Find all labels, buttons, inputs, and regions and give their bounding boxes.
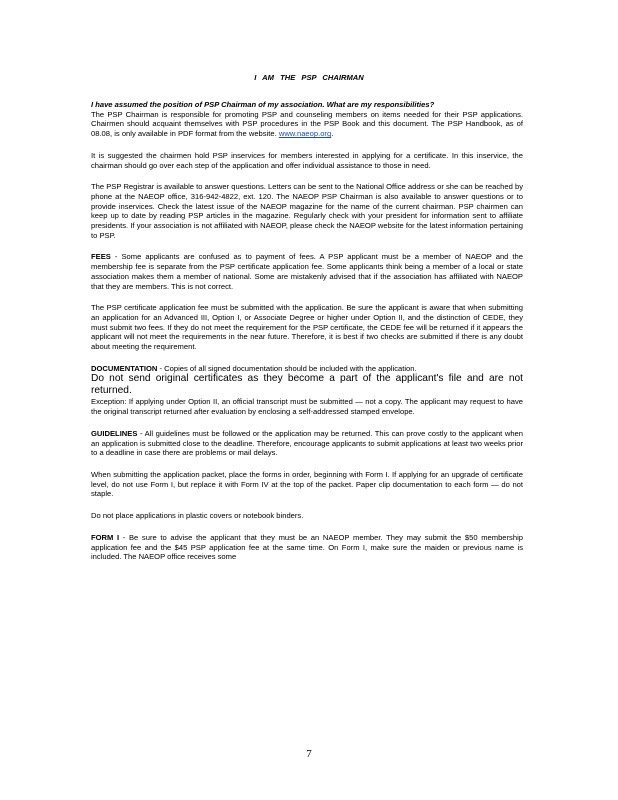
paragraph-documentation bbox=[91, 364, 523, 417]
guidelines-heading: GUIDELINES bbox=[91, 428, 138, 438]
paragraph-chairman-text: The PSP Chairman is responsible for promoting PSP and counseling members on items needed for their PSP applications. Chairmen should acquaint themselves with PSP procedures in the PSP Book and this document. The PSP Handbook, as of 08.08, is only available in PDF format from the website. bbox=[91, 109, 523, 139]
paragraph-guidelines bbox=[91, 429, 523, 458]
page-number: 7 bbox=[306, 748, 312, 760]
page-title: I AM THE PSP CHAIRMAN bbox=[254, 73, 364, 82]
paragraph-registrar: The PSP Registrar is available to answer questions. Letters can be sent to the National Office address or she can be reached by phone at the NAEOP office, 316-942-4822, ext. 120. The NAEOP PSP Chairman is also available to answer questions or to provide inservices. Check the latest issue of the NAEOP magazine for the name of the current chairman. PSP chairmen can keep up to date by reading PSP articles in the magazine. Regularly check with your president for information sent to affiliate presidents. If your association is not affiliated with NAEOP, please check the NAEOP website for the latest information pertaining to PSP. bbox=[91, 182, 523, 240]
website-link[interactable]: www.naeop.org bbox=[278, 129, 332, 139]
paragraph-inservice: It is suggested the chairmen hold PSP inservices for members interested in applying for a certificate. In this inservice, the chairman should go over each step of the application and offer individual assistance to those in need. bbox=[91, 150, 523, 170]
paragraph-packet-order: When submitting the application packet, place the forms in order, beginning with Form I. If applying for an upgrade of certificate level, do not use Form I, but replace it with Form IV at the top of the packet. Paper clip documentation to each form — do not staple. bbox=[91, 469, 523, 499]
document-body bbox=[91, 100, 523, 574]
documentation-exception: Exception: If applying under Option II, an official transcript must be submitted — not a copy. The applicant may request to have the original transcript returned after evaluation by enclosing a self-addressed stamped envelope. bbox=[91, 397, 523, 417]
form-i-text: - Be sure to advise the applicant that they must be an NAEOP member. They may submit the $50 membership application fee and the $45 PSP application fee at the same time. On Form I, make sure the maiden or previous name is included. The NAEOP office receives some bbox=[91, 532, 523, 562]
form-i-heading: FORM I bbox=[91, 532, 120, 542]
guidelines-text: - All guidelines must be followed or the application may be returned. This can prove costly to the applicant when an application is submitted close to the deadline. Therefore, encourage applicants to submit applications at least two weeks prior to a deadline in case there are problems or mail delays. bbox=[91, 428, 523, 458]
fees-heading: FEES bbox=[91, 252, 111, 262]
documentation-heading: DOCUMENTATION bbox=[91, 363, 158, 373]
paragraph-chairman-role bbox=[91, 110, 523, 139]
documentation-text: - Copies of all signed documentation should be included with the application. bbox=[159, 363, 417, 373]
paragraph-fees bbox=[91, 252, 523, 291]
fees-text: - Some applicants are confused as to payment of fees. A PSP applicant must be a member of NAEOP and the membership fee is separate from the PSP certificate application fee. Some applicants think being a member of a local or state association makes them a member of national. Some are mistakenly advised that if the association has affiliated with NAEOP that they are members. This is not correct. bbox=[91, 252, 523, 291]
paragraph-no-covers: Do not place applications in plastic covers or notebook binders. bbox=[91, 511, 304, 521]
paragraph-chairman-end: . bbox=[331, 129, 334, 139]
documentation-warning: Do not send original certificates as they become a part of the applicant's file and are not returned. bbox=[91, 373, 523, 397]
paragraph-application-fee: The PSP certificate application fee must be submitted with the application. Be sure the applicant is aware that when submitting an application for an Advanced III, Option I, or Associate Degree or higher under Option II, and the distinction of CEDE, they must submit two fees. If they do not meet the requirement for the PSP certificate, the CEDE fee will be returned if it appears the applicant will not meet the requirements in the near future. Therefore, it is best if two checks are submitted if there is any doubt about meeting the requirement. bbox=[91, 303, 523, 352]
question-heading bbox=[91, 100, 523, 110]
question-text: I have assumed the position of PSP Chairman of my association. What are my responsibilities? bbox=[91, 100, 435, 109]
paragraph-form-i bbox=[91, 533, 523, 562]
